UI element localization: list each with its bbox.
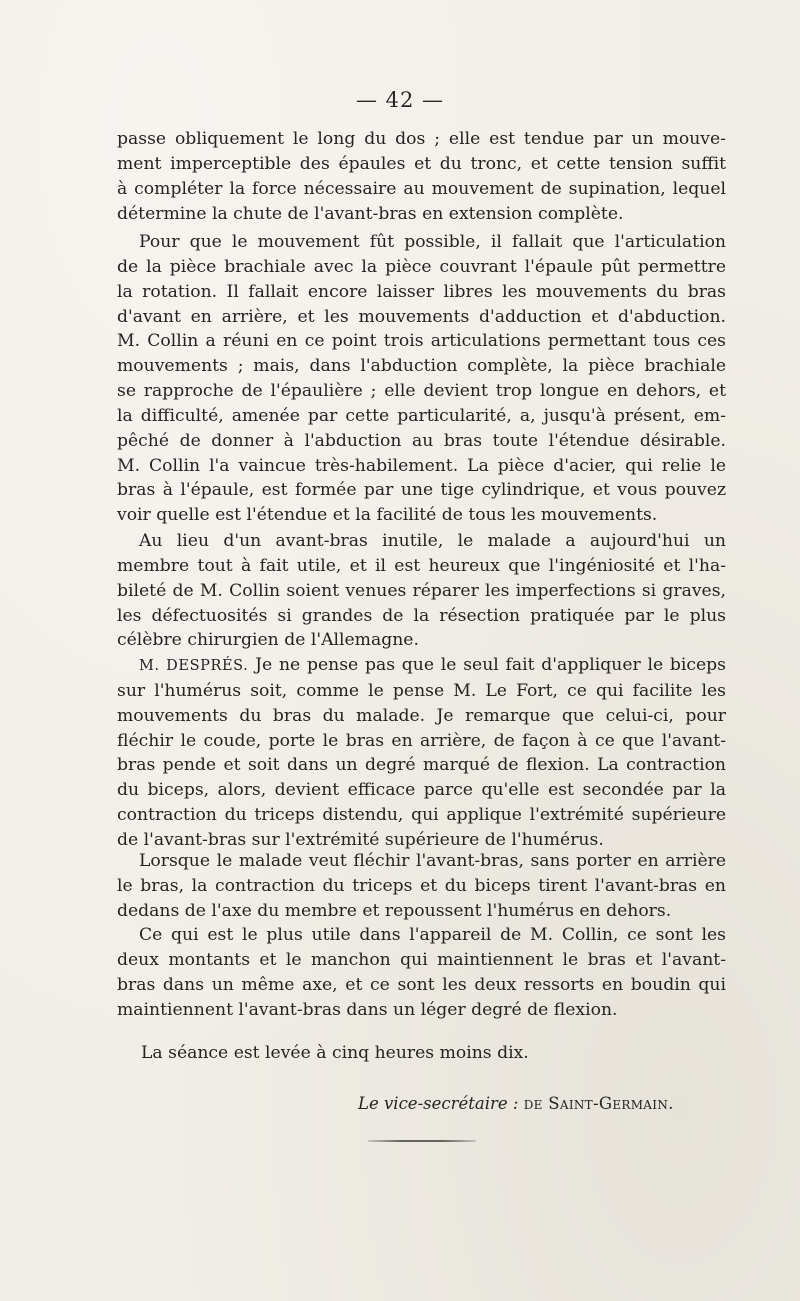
end-rule	[368, 1140, 476, 1142]
paragraph-2	[117, 230, 726, 528]
speaker-name: M. DESPRÉS.	[139, 658, 249, 674]
paragraph-5	[117, 849, 726, 924]
text-line: passe obliquement le long du dos ; elle est tendue par un mouve-	[117, 129, 726, 149]
text-line: Pour que le mouvement fût possible, il fallait que l'articulation	[139, 232, 726, 252]
text-line: bras dans un même axe, et ce sont les deux ressorts en boudin qui	[117, 974, 726, 995]
text-line: fléchir le coude, porte le bras en arrière, de façon à ce que l'avant-	[117, 730, 726, 751]
text-line: sur l'humérus soit, comme le pense M. Le Fort, ce qui facilite les	[117, 680, 726, 701]
text-line: mouvements du bras du malade. Je remarque que celui-ci, pour	[117, 705, 726, 726]
text-line: Lorsque le malade veut fléchir l'avant-bras, sans porter en arrière	[139, 851, 726, 871]
text-line: du biceps, alors, devient efficace parce qu'elle est secondée par la	[117, 780, 726, 801]
text-line: les défectuosités si grandes de la résection pratiquée par le plus	[117, 605, 726, 626]
text-line: bras à l'épaule, est formée par une tige cylindrique, et vous pouvez	[117, 480, 726, 501]
text-line: M. Collin a réuni en ce point trois articulations permettant tous ces	[117, 331, 726, 352]
text-line: Au lieu d'un avant-bras inutile, le malade a aujourd'hui un	[139, 531, 726, 551]
text-line: mouvements ; mais, dans l'abduction complète, la pièce brachiale	[117, 356, 726, 377]
paragraph-despres	[117, 653, 726, 853]
text-line: le bras, la contraction du triceps et du biceps tirent l'avant-bras en	[117, 875, 726, 896]
text-line: détermine la chute de l'avant-bras en extension complète.	[117, 203, 624, 224]
closing-statement: La séance est levée à cinq heures moins dix.	[141, 1043, 529, 1063]
paragraph-3	[117, 529, 726, 653]
text-line: bras pende et soit dans un degré marqué de flexion. La contraction	[117, 755, 726, 776]
text-line: M. Collin l'a vaincue très-habilement. La pièce d'acier, qui relie le	[117, 455, 726, 476]
signature-name: de Saint-Germain.	[523, 1094, 674, 1113]
text-fragment: Je ne pense pas que le seul fait d'appliquer le biceps	[255, 655, 726, 675]
text-line: de la pièce brachiale avec la pièce couvrant l'épaule pût permettre	[117, 256, 726, 277]
text-line: la rotation. Il fallait encore laisser libres les mouvements du bras	[117, 281, 726, 302]
text-line: Ce qui est le plus utile dans l'appareil de M. Collin, ce sont les	[139, 925, 726, 945]
text-line: ment imperceptible des épaules et du tronc, et cette tension suffit	[117, 153, 726, 174]
signature-role: Le vice-secrétaire :	[358, 1094, 519, 1113]
text-line: se rapproche de l'épaulière ; elle devient trop longue en dehors, et	[117, 381, 726, 402]
text-line: à compléter la force nécessaire au mouvement de supination, lequel	[117, 178, 726, 199]
text-line: la difficulté, amenée par cette particularité, a, jusqu'à présent, em-	[117, 405, 726, 426]
text-line	[117, 653, 726, 679]
text-line: célèbre chirurgien de l'Allemagne.	[117, 630, 419, 651]
text-line: dedans de l'axe du membre et repoussent l'humérus en dehors.	[117, 900, 672, 921]
text-line: d'avant en arrière, et les mouvements d'adduction et d'abduction.	[117, 306, 726, 327]
page-number: — 42 —	[355, 88, 445, 112]
signature	[358, 1094, 674, 1113]
text-line: voir quelle est l'étendue et la facilité de tous les mouvements.	[117, 505, 658, 526]
text-line: bileté de M. Collin soient venues réparer les imperfections si graves,	[117, 580, 726, 601]
paragraph-1	[117, 127, 726, 226]
text-line: contraction du triceps distendu, qui applique l'extrémité supérieure	[117, 805, 726, 826]
paragraph-6	[117, 923, 726, 1022]
text-line: de l'avant-bras sur l'extrémité supérieure de l'humérus.	[117, 829, 604, 850]
text-line: maintiennent l'avant-bras dans un léger degré de flexion.	[117, 999, 618, 1020]
text-line: membre tout à fait utile, et il est heureux que l'ingéniosité et l'ha-	[117, 555, 726, 576]
text-line: deux montants et le manchon qui maintiennent le bras et l'avant-	[117, 949, 726, 970]
text-line: pêché de donner à l'abduction au bras toute l'étendue désirable.	[117, 430, 726, 451]
